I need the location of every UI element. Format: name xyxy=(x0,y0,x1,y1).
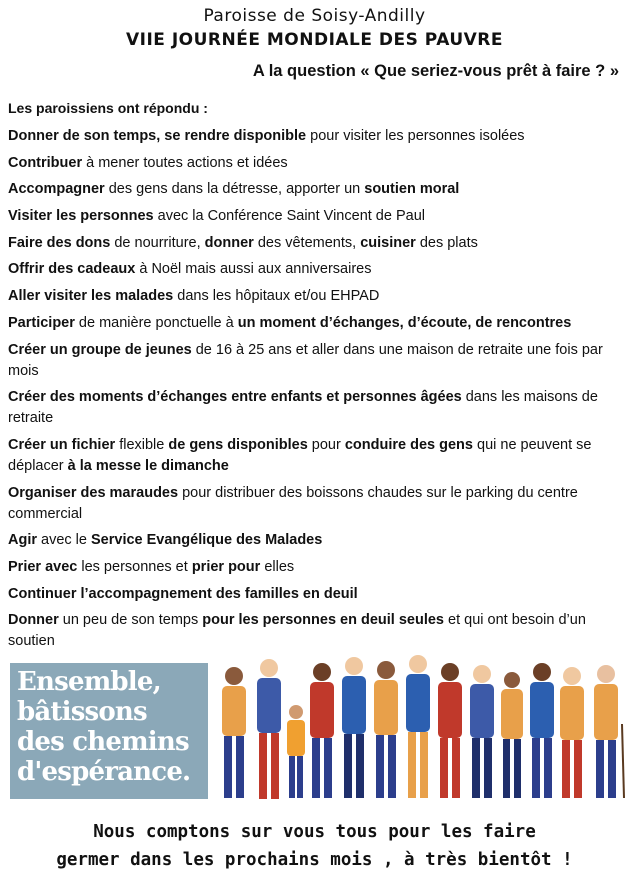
answer-bold-text: Créer des moments d’échanges entre enfants et personnes âgées xyxy=(8,389,462,406)
answer-text: pour visiter les personnes isolées xyxy=(306,128,525,144)
person-figure xyxy=(594,665,624,798)
person-figure xyxy=(222,667,246,798)
answer-text: elles xyxy=(260,558,295,575)
answer-text: de 16 à 25 ans et aller dans une maison de retraite une fois par mois xyxy=(8,341,603,379)
answer-item xyxy=(8,530,626,551)
answer-text: flexible xyxy=(115,436,169,453)
answer-bold-text: Aller visiter les malades xyxy=(8,288,174,305)
answer-text: des plats xyxy=(415,234,478,251)
answer-item xyxy=(8,286,626,307)
person-figure xyxy=(470,665,494,798)
answer-bold-text: Contribuer xyxy=(8,154,83,171)
answer-item xyxy=(8,313,626,334)
answer-item xyxy=(8,483,626,525)
answer-text: des gens dans la détresse, apporter un xyxy=(104,181,365,198)
answer-item xyxy=(8,126,626,147)
document-title: VIIE JOURNÉE MONDIALE DES PAUVRE xyxy=(125,30,504,50)
answer-bold-text: Offrir des cadeaux xyxy=(8,261,136,278)
answer-bold-text: un moment d’échanges, d’écoute, de rencontres xyxy=(237,314,572,331)
slogan-line: Ensemble, xyxy=(17,667,161,697)
answer-text: à Noël mais aussi aux anniversaires xyxy=(135,261,372,278)
answer-bold-text: cuisiner xyxy=(360,234,416,251)
answer-bold-text: Participer xyxy=(8,314,75,331)
answer-bold-text: prier pour xyxy=(191,558,261,575)
answer-text: les personnes et xyxy=(77,558,192,575)
answer-text: pour xyxy=(307,436,345,453)
answer-text: pour distribuer des boissons chaudes sur le parking du centre commercial xyxy=(8,484,578,522)
question-heading: A la question « Que seriez-vous prêt à faire ? » xyxy=(252,62,619,80)
answer-bold-text: Organiser des maraudes xyxy=(8,484,179,501)
person-figure xyxy=(310,663,334,798)
answer-text: à mener toutes actions et idées xyxy=(82,154,288,171)
parish-name: Paroisse de Soisy-Andilly xyxy=(203,6,426,26)
answers-list xyxy=(8,126,626,658)
answer-item xyxy=(8,233,626,254)
answer-text: de manière ponctuelle à xyxy=(74,314,238,331)
answer-text: dans les maisons de retraite xyxy=(8,389,598,427)
answer-bold-text: Donner xyxy=(8,612,59,629)
answer-item xyxy=(8,610,626,652)
slogan-line: d'espérance. xyxy=(17,757,191,787)
person-figure xyxy=(342,657,366,798)
answer-text: un peu de son temps xyxy=(58,612,203,629)
answer-item xyxy=(8,259,626,280)
answer-bold-text: Accompagner xyxy=(8,181,105,198)
answer-bold-text: Prier avec xyxy=(8,558,78,575)
answer-item xyxy=(8,557,626,578)
answer-text: qui ne peuvent se déplacer xyxy=(8,436,592,474)
answer-item xyxy=(8,153,626,174)
intro-text: Les paroissiens ont répondu : xyxy=(8,100,208,116)
answer-item xyxy=(8,435,626,477)
crowd-illustration xyxy=(214,654,626,809)
closing-message xyxy=(0,818,629,874)
answer-bold-text: Faire des dons xyxy=(8,234,111,251)
person-figure xyxy=(560,667,584,798)
answer-item xyxy=(8,179,626,200)
slogan-text xyxy=(17,667,190,787)
closing-line-1: Nous comptons sur vous tous pour les faire xyxy=(93,822,536,842)
closing-line-2: germer dans les prochains mois , à très bientôt ! xyxy=(56,850,573,870)
answer-bold-text: Visiter les personnes xyxy=(8,208,154,225)
answer-bold-text: de gens disponibles xyxy=(168,436,308,453)
answer-text: dans les hôpitaux et/ou EHPAD xyxy=(173,288,380,305)
slogan-banner xyxy=(10,663,208,799)
answer-bold-text: Continuer l’accompagnement des familles en deuil xyxy=(8,585,358,602)
answer-item xyxy=(8,340,626,382)
answer-bold-text: Créer un fichier xyxy=(8,436,116,453)
answer-item xyxy=(8,584,626,605)
person-figure xyxy=(501,672,523,798)
answer-text: et qui ont besoin d’un soutien xyxy=(8,612,586,650)
answer-text: avec le xyxy=(37,532,91,549)
person-figure xyxy=(530,663,554,798)
person-figure xyxy=(374,661,398,798)
answer-text: de nourriture, xyxy=(110,234,205,251)
person-figure xyxy=(257,659,281,799)
answer-bold-text: donner xyxy=(204,234,254,251)
answer-item xyxy=(8,387,626,429)
slogan-line: bâtissons xyxy=(17,697,147,727)
person-figure xyxy=(287,705,305,798)
answer-bold-text: Service Evangélique des Malades xyxy=(91,532,323,549)
answer-bold-text: Donner de son temps, se rendre disponible xyxy=(8,128,307,144)
answer-bold-text: Créer un groupe de jeunes xyxy=(8,341,192,358)
answer-bold-text: pour les personnes en deuil seules xyxy=(202,612,444,629)
answer-text: avec la Conférence Saint Vincent de Paul xyxy=(153,208,425,225)
person-figure xyxy=(438,663,462,798)
answer-bold-text: soutien moral xyxy=(364,181,460,198)
person-figure xyxy=(406,655,430,798)
answer-bold-text: Agir xyxy=(8,532,37,549)
answer-bold-text: à la messe le dimanche xyxy=(67,457,229,474)
answer-item xyxy=(8,206,626,227)
answer-bold-text: conduire des gens xyxy=(344,436,473,453)
slogan-line: des chemins xyxy=(17,727,189,757)
answer-text: des vêtements, xyxy=(253,234,361,251)
